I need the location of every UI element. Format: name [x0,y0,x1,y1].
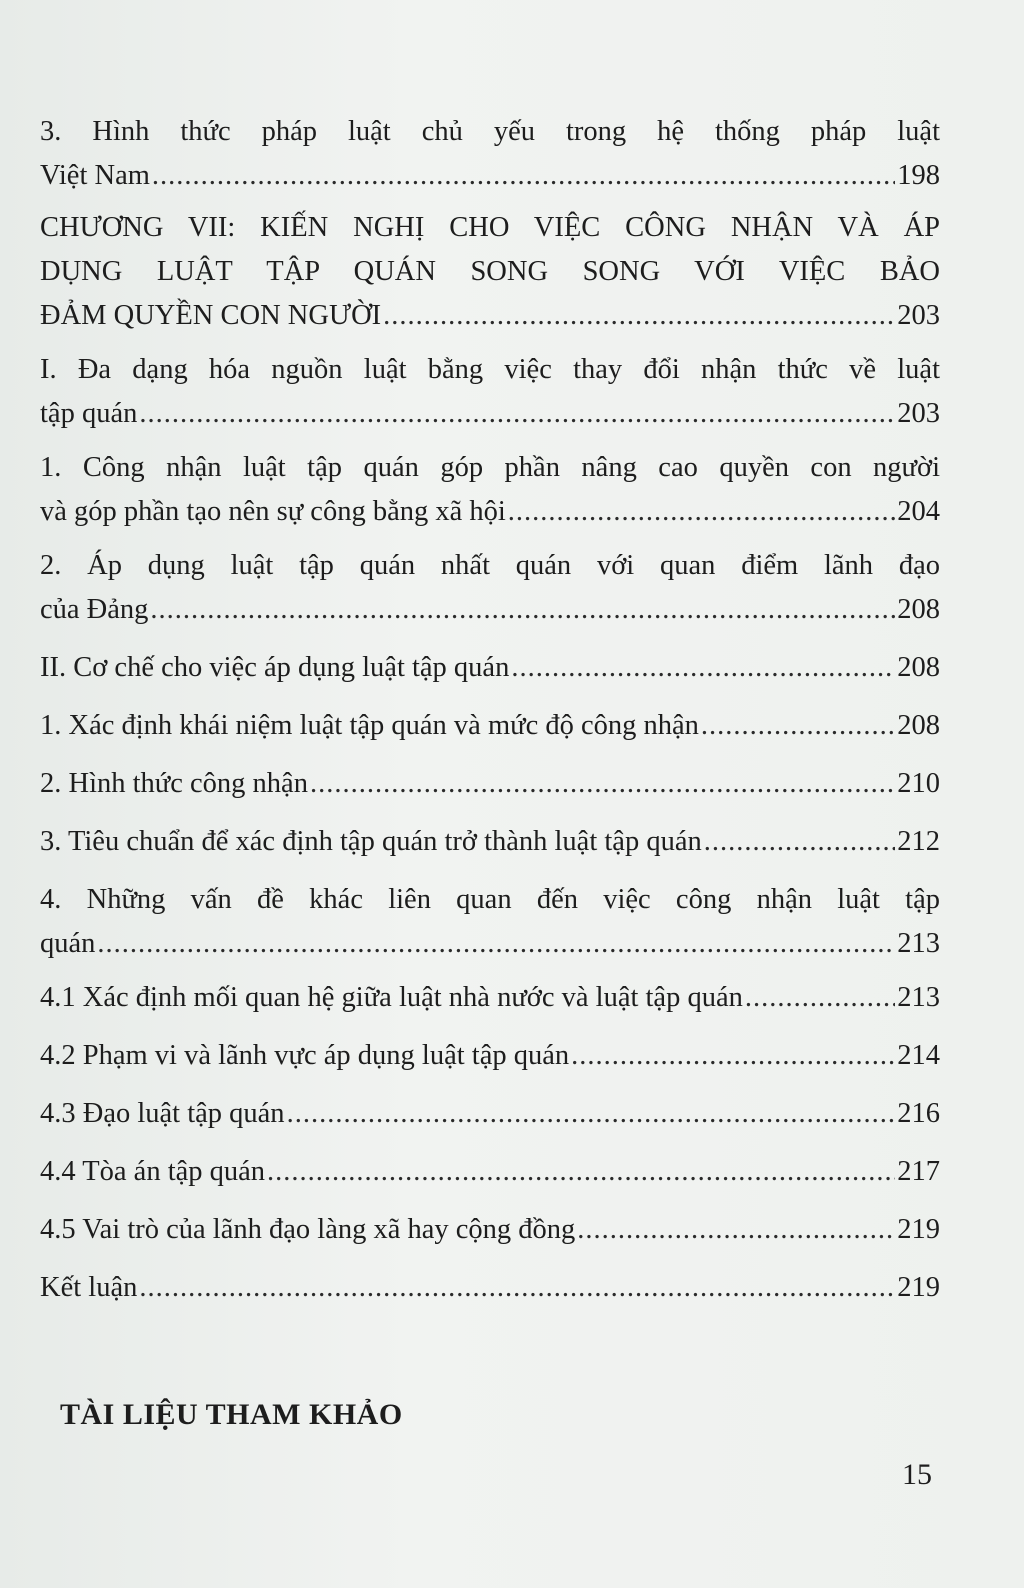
toc-entry-last-line [40,646,940,690]
toc-entry-text: Kết luận [40,1272,138,1303]
toc-entry-last-line [40,820,940,864]
dot-leader [704,820,896,864]
dot-leader [511,646,895,690]
toc-entry-I-2 [40,544,940,632]
toc-page-number: 208 [897,594,940,625]
toc-page-number: 213 [897,928,940,959]
toc-entry-I [40,348,940,436]
toc-entry-II-1 [40,704,940,748]
toc-entry-line: 4. Những vấn đề khác liên quan đến việc công nhận luật tập [40,884,940,915]
toc-entry-text: ĐẢM QUYỀN CON NGƯỜI [40,300,382,331]
toc-entry-text: của Đảng [40,594,149,625]
dot-leader [310,762,895,806]
toc-entry-last-line [40,588,940,632]
toc-entry-line: 1. Công nhận luật tập quán góp phần nâng cao quyền con người [40,452,940,483]
toc-entry-last-line [40,1266,940,1310]
toc-entry-II [40,646,940,690]
toc-entry-last-line [40,1034,940,1078]
toc-entry-4-3 [40,1092,940,1136]
dot-leader [383,294,895,338]
dot-leader [139,1266,895,1310]
dot-leader [287,1092,896,1136]
toc-page-number: 216 [897,1098,940,1129]
toc-entry-last-line [40,392,940,436]
toc-entry-4-2 [40,1034,940,1078]
toc-entry-text: 3. Tiêu chuẩn để xác định tập quán trở thành luật tập quán [40,826,702,857]
toc-entry-text: 4.2 Phạm vi và lãnh vực áp dụng luật tập quán [40,1040,570,1071]
dot-leader [150,588,895,632]
table-of-contents [40,110,940,1310]
dot-leader [152,154,895,198]
toc-entry-text: và góp phần tạo nên sự công bằng xã hội [40,496,506,527]
toc-entry-text: II. Cơ chế cho việc áp dụng luật tập quán [40,652,510,683]
toc-entry-conclusion [40,1266,940,1310]
toc-entry-3-legal-form [40,110,940,198]
toc-entry-I-1 [40,446,940,534]
toc-page-number: 212 [897,826,940,857]
toc-entry-text: 4.3 Đạo luật tập quán [40,1098,285,1129]
toc-page-number: 219 [897,1272,940,1303]
dot-leader [745,976,895,1020]
toc-entry-text: quán [40,928,96,959]
toc-entry-II-4 [40,878,940,966]
toc-page-number: 204 [897,496,940,527]
dot-leader [508,490,895,534]
toc-entry-last-line [40,1150,940,1194]
toc-entry-last-line [40,1092,940,1136]
toc-entry-last-line [40,294,940,338]
toc-page-number: 213 [897,982,940,1013]
toc-page-number: 203 [897,300,940,331]
toc-entry-chapter-7 [40,206,940,338]
toc-entry-text: 4.5 Vai trò của lãnh đạo làng xã hay cộng đồng [40,1214,576,1245]
toc-entry-line: I. Đa dạng hóa nguồn luật bằng việc thay đổi nhận thức về luật [40,354,940,385]
toc-page-number: 217 [897,1156,940,1187]
toc-entry-4-5 [40,1208,940,1252]
toc-page-number: 208 [897,710,940,741]
page-number: 15 [902,1458,932,1491]
toc-entry-4-4 [40,1150,940,1194]
toc-page-number: 208 [897,652,940,683]
toc-page-number: 219 [897,1214,940,1245]
toc-page-number: 210 [897,768,940,799]
toc-entry-last-line [40,490,940,534]
toc-entry-last-line [40,922,940,966]
dot-leader [267,1150,895,1194]
dot-leader [701,704,895,748]
toc-page-number: 214 [897,1040,940,1071]
dot-leader [97,922,895,966]
toc-entry-text: 2. Hình thức công nhận [40,768,308,799]
dot-leader [139,392,895,436]
references-heading: TÀI LIỆU THAM KHẢO [60,1398,403,1431]
toc-entry-text: Việt Nam [40,160,150,191]
toc-page-number: 203 [897,398,940,429]
toc-entry-text: 1. Xác định khái niệm luật tập quán và mức độ công nhận [40,710,699,741]
toc-entry-last-line [40,1208,940,1252]
toc-entry-last-line [40,154,940,198]
toc-entry-text: 4.4 Tòa án tập quán [40,1156,266,1187]
toc-entry-4-1 [40,976,940,1020]
toc-entry-line: 3. Hình thức pháp luật chủ yếu trong hệ thống pháp luật [40,116,940,147]
toc-page-number: 198 [897,160,940,191]
toc-entry-last-line [40,762,940,806]
toc-entry-last-line [40,704,940,748]
toc-entry-text: tập quán [40,398,138,429]
toc-entry-last-line [40,976,940,1020]
toc-entry-line: CHƯƠNG VII: KIẾN NGHỊ CHO VIỆC CÔNG NHẬN VÀ ÁP [40,212,940,243]
toc-entry-II-3 [40,820,940,864]
toc-entry-II-2 [40,762,940,806]
dot-leader [571,1034,895,1078]
toc-entry-line: 2. Áp dụng luật tập quán nhất quán với quan điểm lãnh đạo [40,550,940,581]
toc-entry-line: DỤNG LUẬT TẬP QUÁN SONG SONG VỚI VIỆC BẢO [40,256,940,287]
dot-leader [577,1208,895,1252]
toc-entry-text: 4.1 Xác định mối quan hệ giữa luật nhà nước và luật tập quán [40,982,743,1013]
